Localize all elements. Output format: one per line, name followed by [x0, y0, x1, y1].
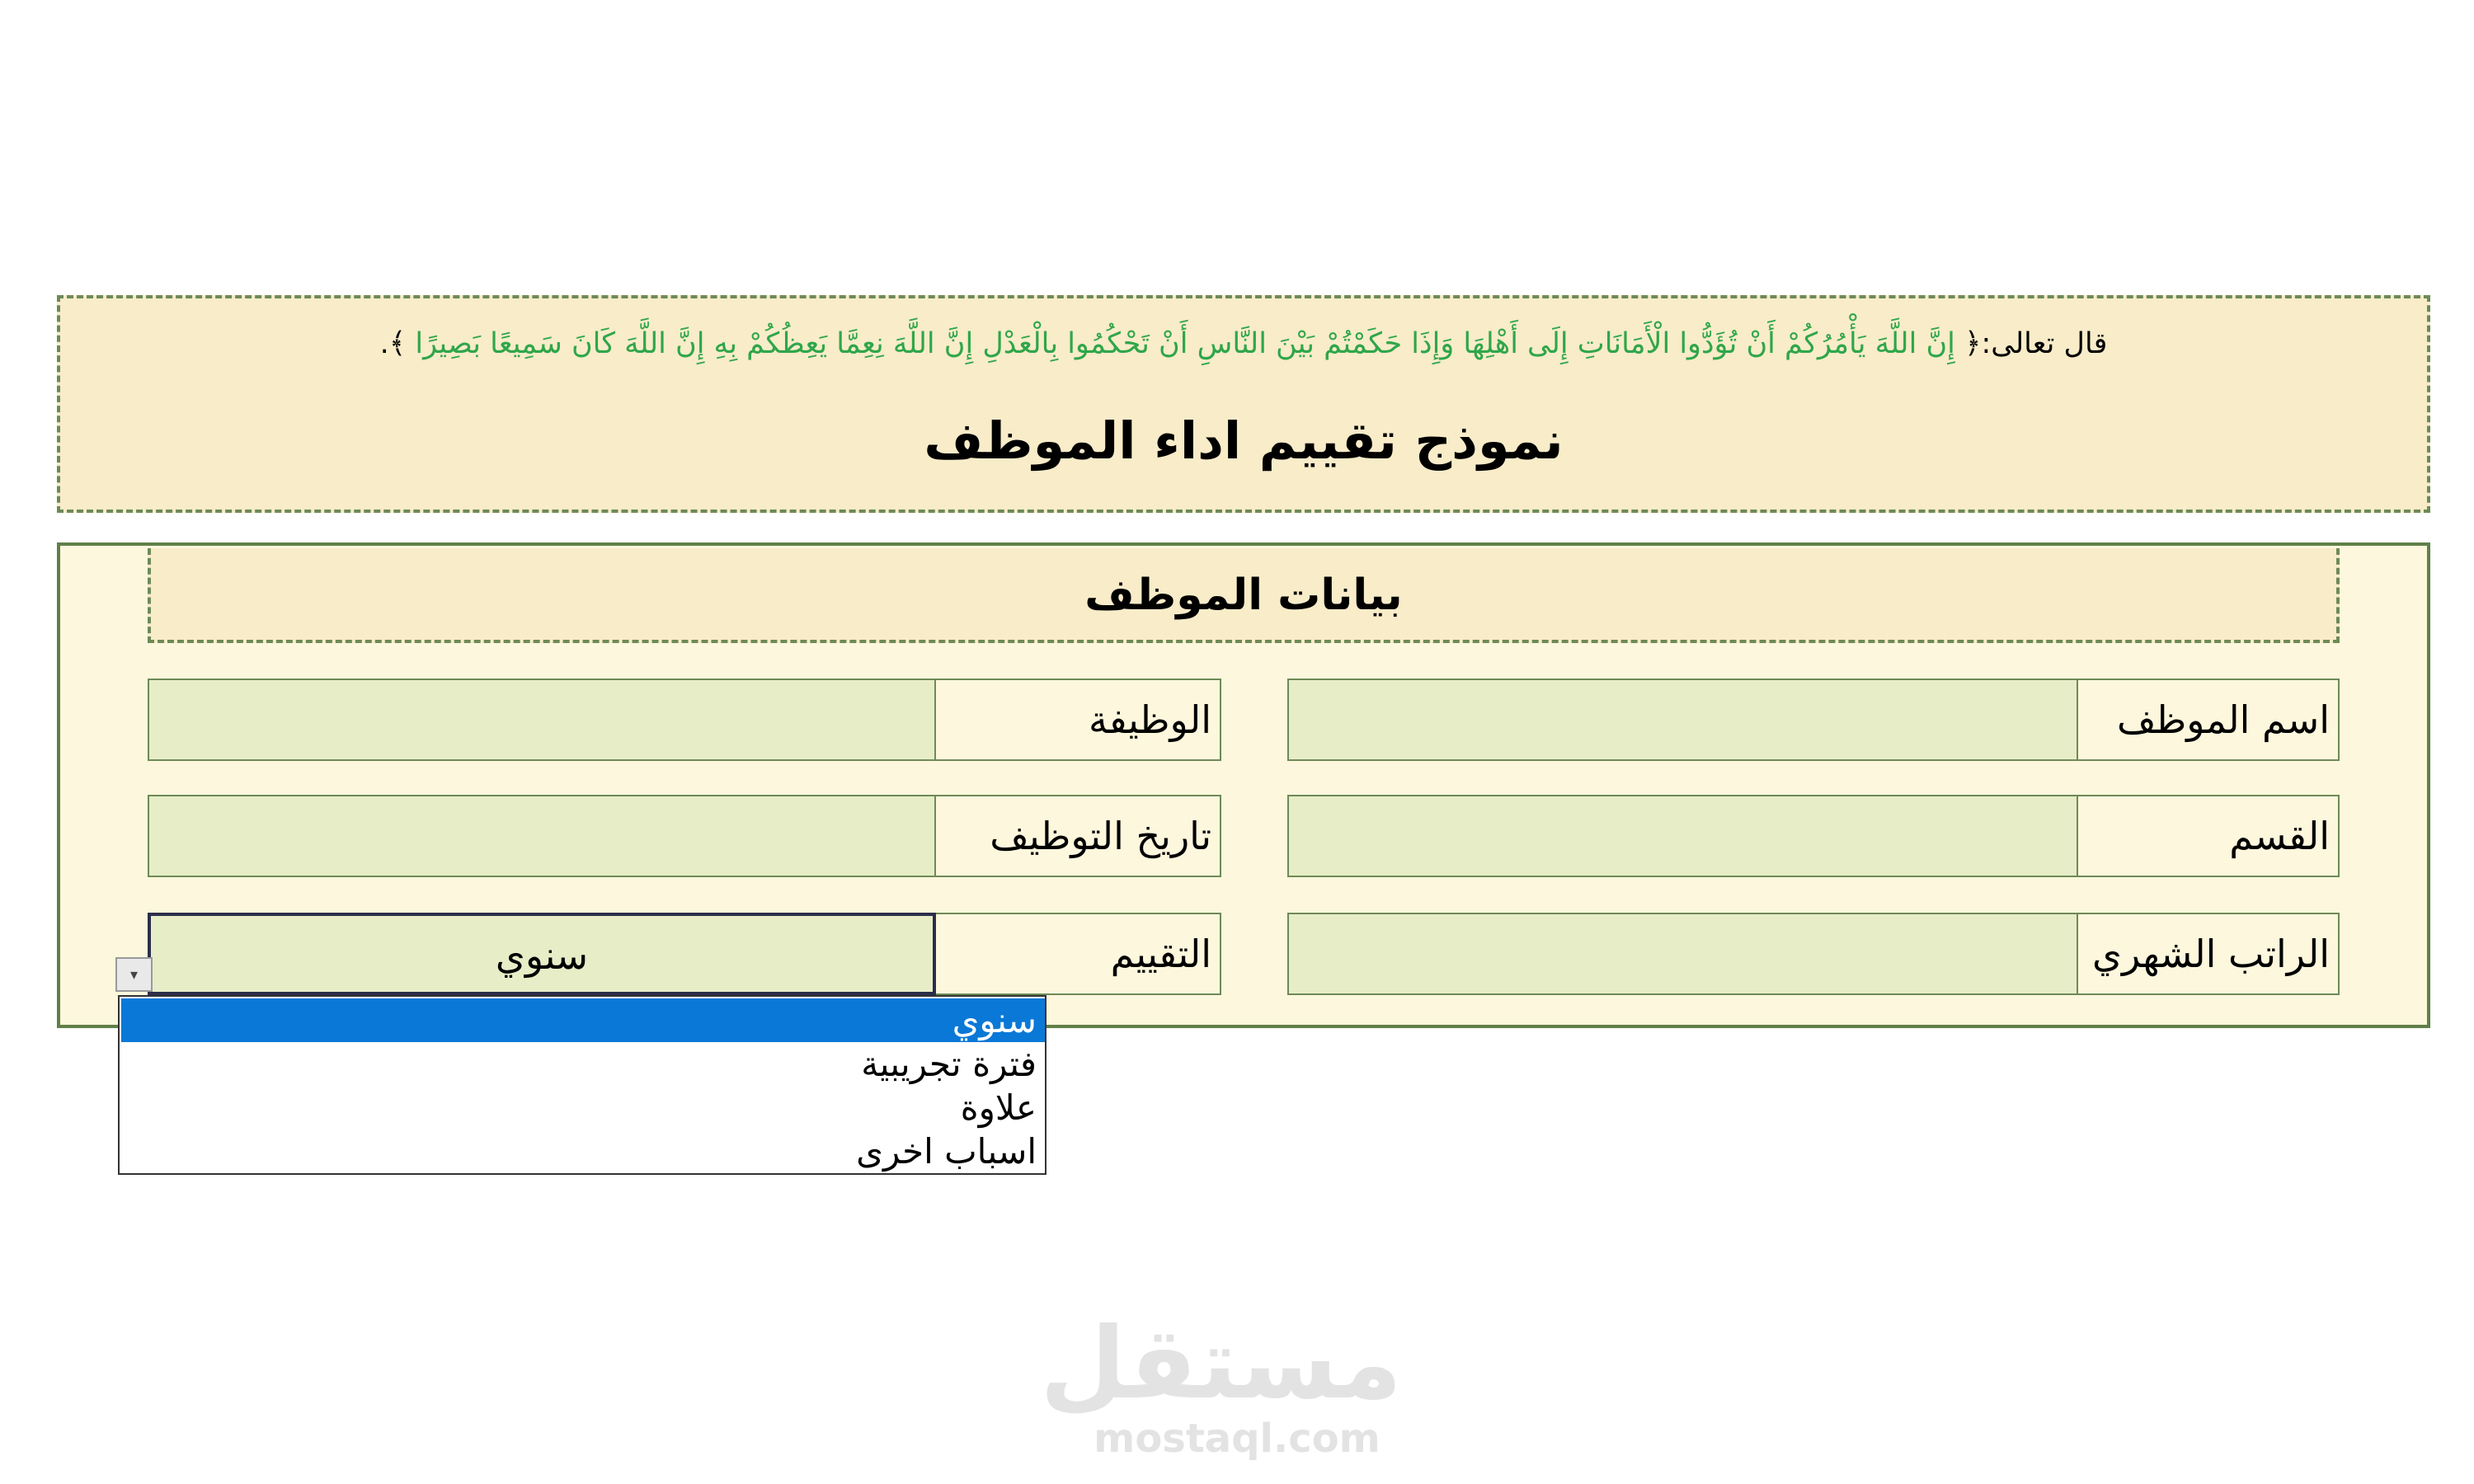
verse-text: إِنَّ اللَّهَ يَأْمُرُكُمْ أَنْ تُؤَدُّوا الْأَمَانَاتِ إِلَى أَهْلِهَا وَإِذَا حَكَمْتُمْ بَيْنَ النَّاسِ أَنْ تَحْكُمُوا بِالْعَدْلِ إِنَّ اللَّهَ نِعِمَّا يَعِظُكُمْ بِهِ إِنَّ اللَّهَ كَانَ سَمِيعًا بَصِيرًا [406, 327, 1964, 360]
quran-verse [57, 323, 2430, 364]
section-title: بيانات الموظف [1084, 571, 1403, 620]
verse-prefix: قال تعالى:﴿ [1964, 327, 2108, 360]
monthly-salary-input[interactable] [1287, 913, 2078, 995]
department-input[interactable] [1287, 795, 2078, 877]
monthly-salary-label: الراتب الشهري [2077, 913, 2340, 995]
rating-dropdown-list[interactable] [118, 995, 1047, 1175]
dropdown-option-raise[interactable]: علاوة [960, 1087, 1037, 1128]
rating-select[interactable]: سنوي [148, 913, 936, 995]
dropdown-toggle-button[interactable] [115, 957, 153, 992]
hire-date-input[interactable] [148, 795, 936, 877]
watermark-logo: مستقل [1040, 1307, 1402, 1421]
rating-label: التقييم [934, 913, 1221, 995]
employee-name-input[interactable] [1287, 679, 2078, 761]
employee-name-label: اسم الموظف [2077, 679, 2340, 761]
job-label: الوظيفة [934, 679, 1221, 761]
chevron-down-icon: ▾ [129, 965, 139, 984]
job-input[interactable] [148, 679, 936, 761]
watermark-domain: mostaql.com [1094, 1416, 1380, 1462]
department-label: القسم [2077, 795, 2340, 877]
hire-date-label: تاريخ التوظيف [934, 795, 1221, 877]
form-title: نموذج تقييم اداء الموظف [924, 411, 1564, 471]
dropdown-option-probation[interactable]: فترة تجريبية [861, 1044, 1037, 1084]
dropdown-option-other[interactable]: اسباب اخرى [856, 1131, 1037, 1172]
dropdown-option-annual[interactable]: سنوي [121, 998, 1045, 1042]
verse-suffix: ﴾. [379, 327, 407, 360]
